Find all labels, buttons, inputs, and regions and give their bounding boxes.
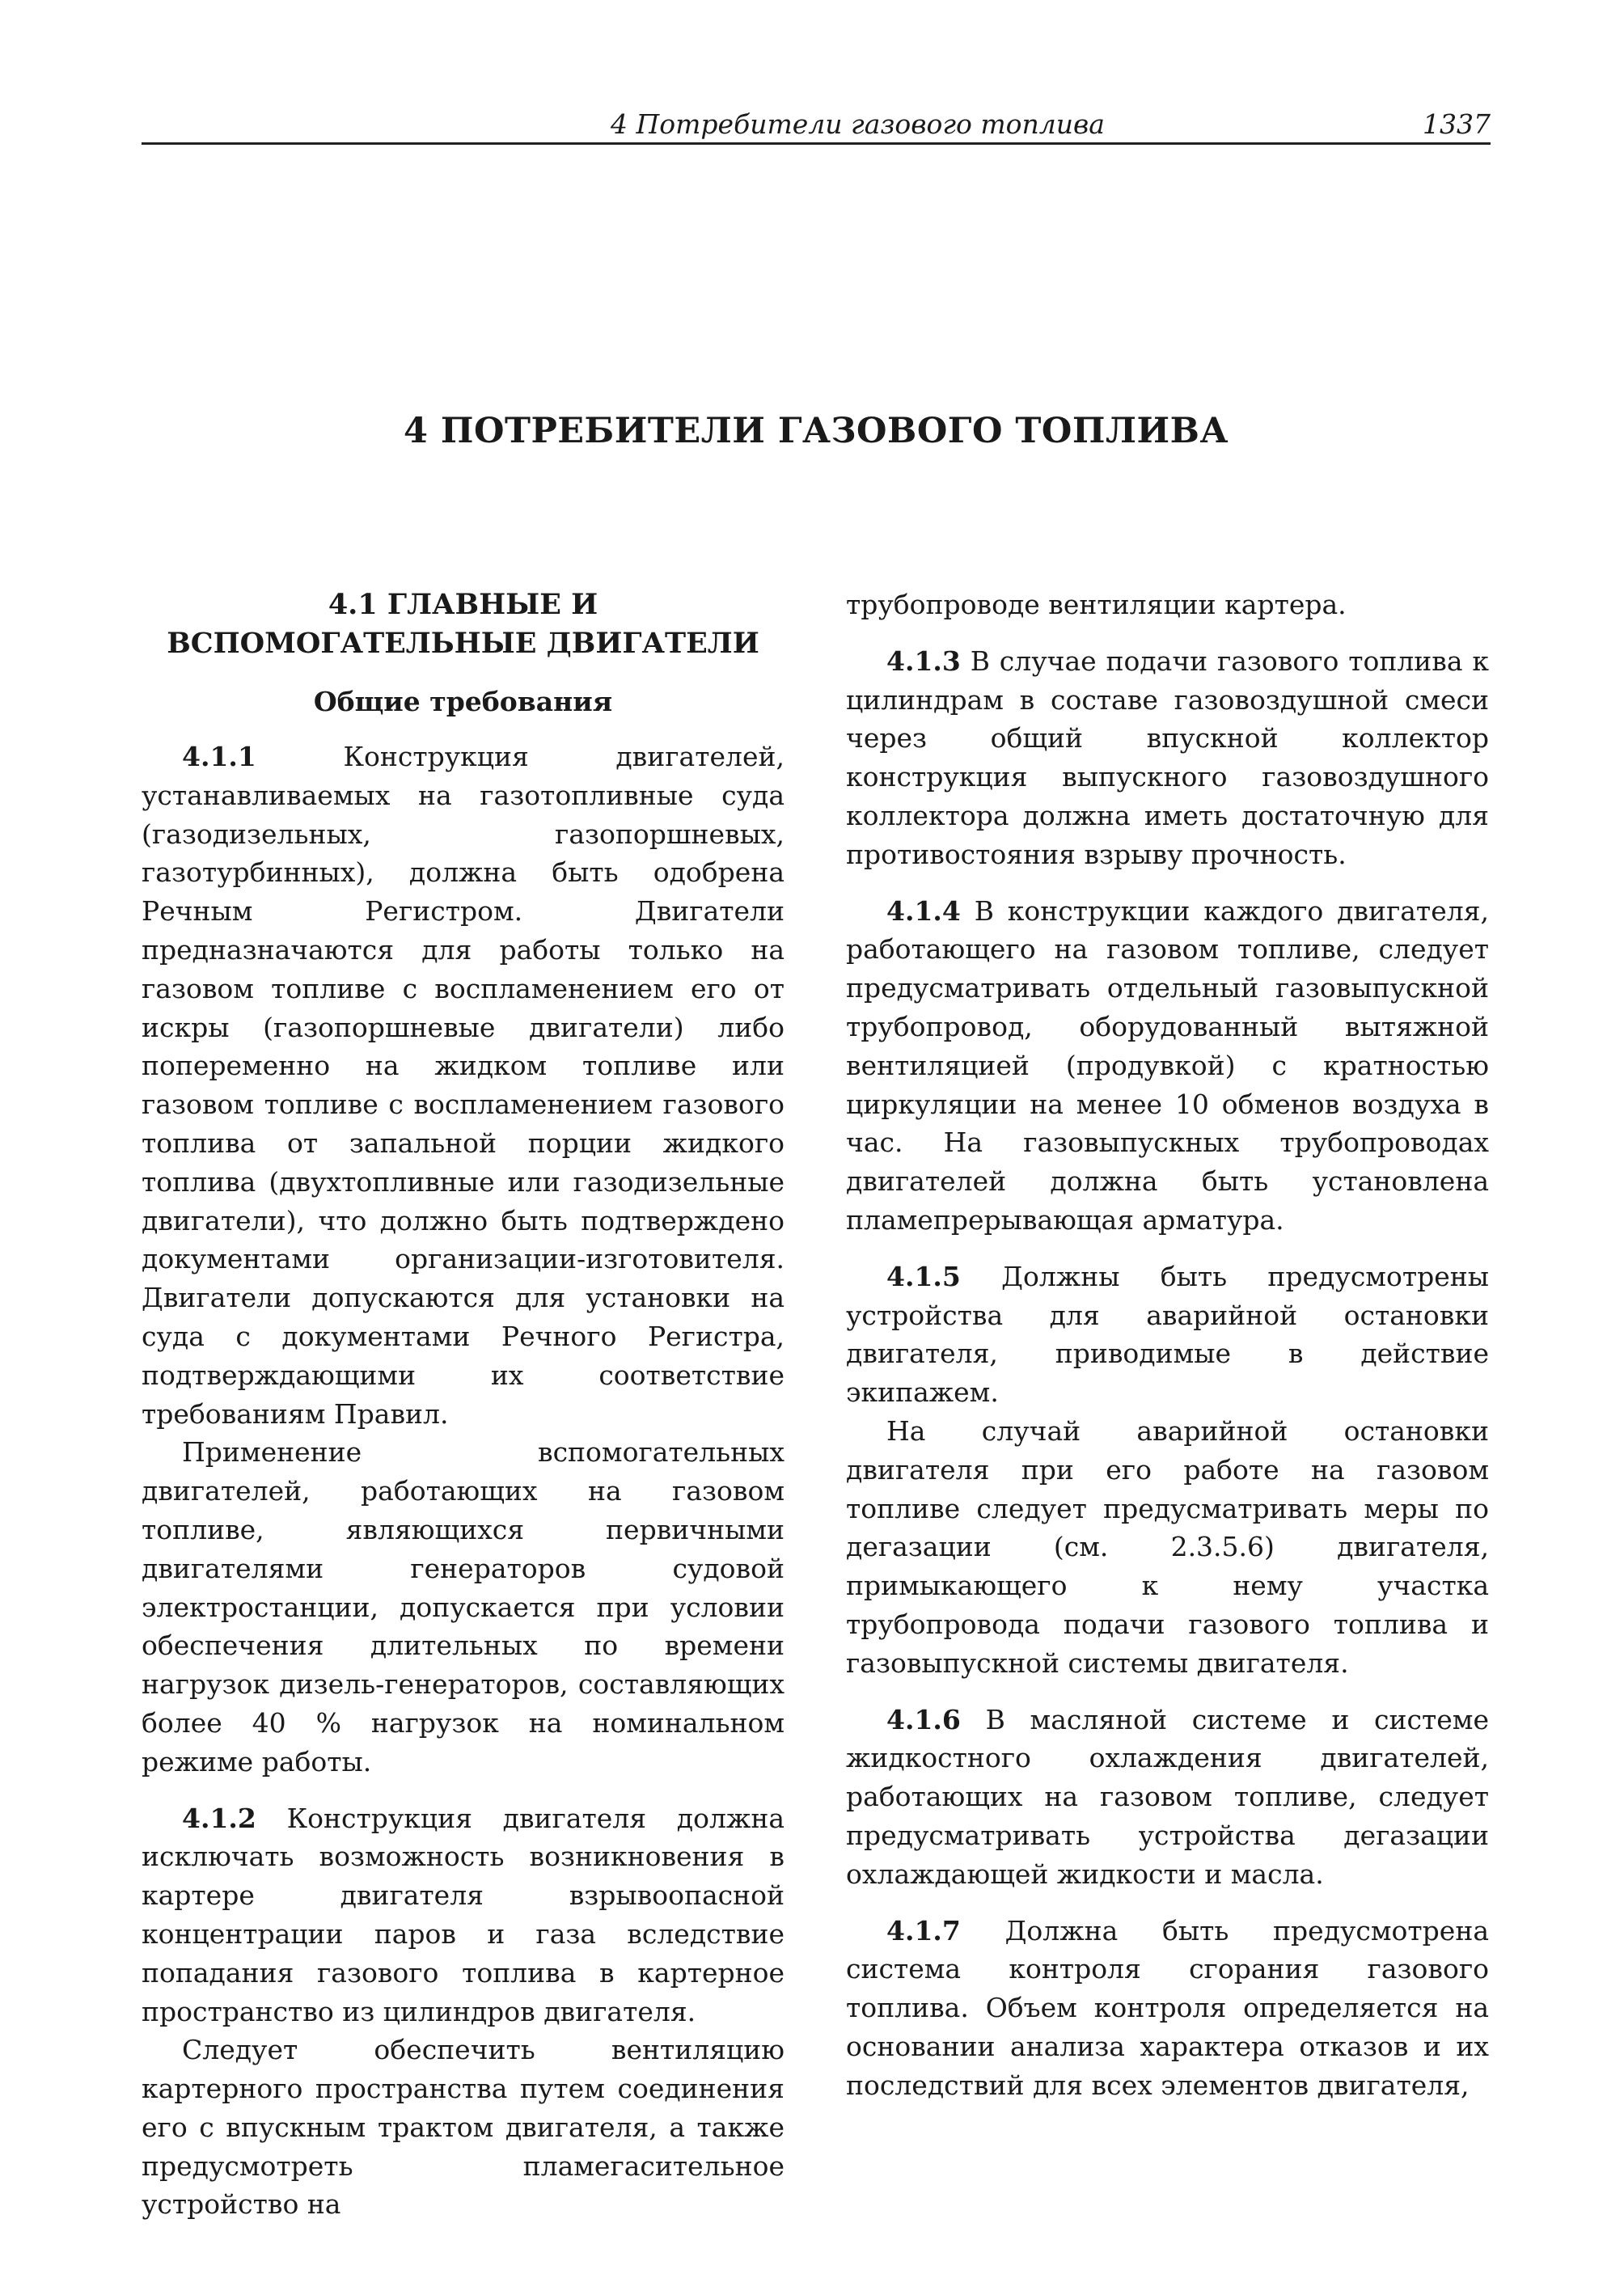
- subsection-heading: Общие требования: [313, 686, 613, 717]
- right-column: [846, 585, 1489, 2104]
- page-number: 1337: [1423, 108, 1491, 140]
- section-heading: 4.1 ГЛАВНЫЕ И ВСПОМОГАТЕЛЬНЫЕ ДВИГАТЕЛИ: [167, 588, 759, 660]
- clause-4-1-1: [142, 738, 785, 1433]
- clause-text: Должна быть предусмотрена система контроля сгорания газового топлива. Объем контроля определяется на основании анализа характера отказов и их последствий для всех элементов двигателя,: [846, 1914, 1489, 2101]
- paragraph-auxiliary-engines: Применение вспомогательных двигателей, работающих на газовом топливе, являющихся первичными двигателями генераторов судовой электростанции, допускается при условии обеспечения длительных по времени нагрузок дизель-генераторов, составляющих более 40 % нагрузок на номинальном режиме работы.: [142, 1436, 785, 1777]
- clause-4-1-4: [846, 892, 1489, 1240]
- clause-4-1-7: [846, 1912, 1489, 2105]
- clause-text: В масляной системе и системе жидкостного охлаждения двигателей, работающих на газовом топливе, следует предусматривать устройства дегазации охлаждающей жидкости и масла.: [846, 1703, 1489, 1890]
- clause-number: 4.1.2: [182, 1802, 256, 1834]
- running-header: [142, 107, 1491, 145]
- clause-text: В конструкции каждого двигателя, работающего на газовом топливе, следует предусматривать отдельный газовыпускной трубопровод, оборудованный вытяжной вентиляцией (продувкой) с кратностью циркуляции на менее 10 обменов воздуха в час. На газовыпускных трубопроводах двигателей должна быть установлена пламепрерывающая арматура.: [846, 894, 1489, 1236]
- clause-number: 4.1.7: [886, 1914, 961, 1947]
- clause-4-1-5: [846, 1258, 1489, 1412]
- clause-text: В случае подачи газового топлива к цилиндрам в составе газовоздушной смеси через общий впускной коллектор конструкция выпускного газовоздушного коллектора должна иметь достаточную для противостояния взрыву прочность.: [846, 645, 1489, 870]
- clause-text: Конструкция двигателей, устанавливаемых на газотопливные суда (газодизельных, газопоршневых, газотурбинных), должна быть одобрена Речным Регистром. Двигатели предназначаются для работы только на газовом топливе с воспламенением его от искры (газопоршневые двигатели) либо попеременно на жидком топливе или газовом топливе с воспламенением газового топлива от запальной порции жидкого топлива (двухтопливные или газодизельные двигатели), что должно быть подтверждено документами организации-изготовителя. Двигатели допускаются для установки на суда с документами Речного Регистра, подтверждающими их соответствие требованиям Правил.: [142, 741, 785, 1430]
- paragraph-emergency-stop: На случай аварийной остановки двигателя при его работе на газовом топливе следует предусматривать меры по дегазации (см. 2.3.5.6) двигателя, примыкающего к нему участка трубопровода подачи газового топлива и газовыпускной системы двигателя.: [846, 1414, 1489, 1679]
- clause-number: 4.1.6: [886, 1703, 961, 1735]
- paragraph-continuation: трубопроводе вентиляции картера.: [846, 589, 1347, 620]
- clause-number: 4.1.4: [886, 894, 961, 927]
- clause-4-1-6: [846, 1701, 1489, 1894]
- clause-text: Должны быть предусмотрены устройства для аварийной остановки двигателя, приводимые в действие экипажем.: [846, 1260, 1489, 1409]
- clause-number: 4.1.5: [886, 1260, 961, 1292]
- chapter-title: 4 ПОТРЕБИТЕЛИ ГАЗОВОГО ТОПЛИВА: [404, 411, 1229, 451]
- clause-number: 4.1.3: [886, 645, 961, 677]
- left-column: [142, 585, 785, 2224]
- paragraph-crankcase-ventilation: Следует обеспечить вентиляцию картерного пространства путем соединения его с впускным трактом двигателя, а также предусмотреть пламегасительное устройство на: [142, 2034, 785, 2221]
- clause-number: 4.1.1: [182, 741, 256, 772]
- running-title: 4 Потребители газового топлива: [611, 108, 1105, 140]
- clause-text: Конструкция двигателя должна исключать возможность возникновения в картере двигателя взрывоопасной концентрации паров и газа вследствие попадания газового топлива в картерное пространство из цилиндров двигателя.: [142, 1802, 785, 2027]
- clause-4-1-3: [846, 642, 1489, 874]
- clause-4-1-2: [142, 1799, 785, 2031]
